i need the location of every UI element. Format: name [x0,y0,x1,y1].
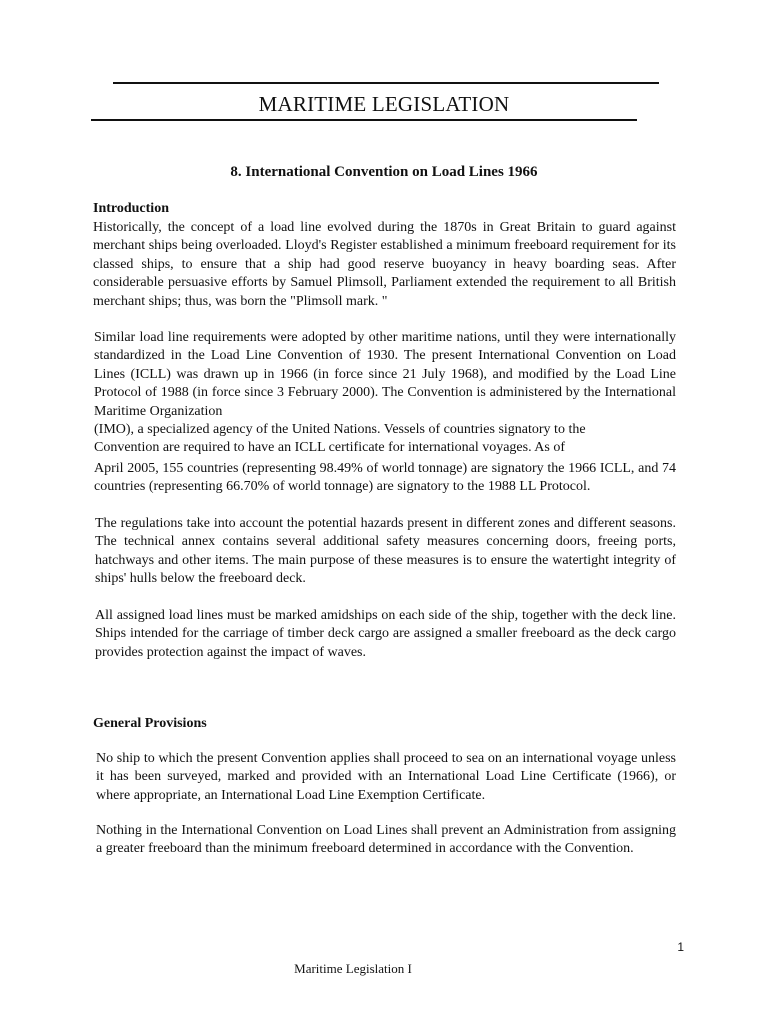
page-number: 1 [677,940,684,954]
general-provisions-heading: General Provisions [93,716,207,731]
header-rule-top [113,82,659,84]
provisions-paragraph-2: Nothing in the International Convention on Load Lines shall prevent an Administration from assigning a greater freeboard than the minimum freeboard determined in accordance with the Convention. [96,823,676,857]
intro-paragraph-1: Historically, the concept of a load line evolved during the 1870s in Great Britain to guard against merchant ships being overloaded. Lloyd's Register established a minimum freeboard requirement for its classed ships, to ensure that a ship had good reserve buoyancy in heavy boarding seas. After considerable persuasive efforts by Samuel Plimsoll, Parliament extended the requirement to all British merchant ships; thus, was born the "Plimsoll mark. " [93,220,676,309]
intro-paragraph-3: (IMO), a specialized agency of the United Nations. Vessels of countries signatory to the Convention are required to have an ICLL certificate for international voyages. As of [94,422,586,456]
section-title: 8. International Convention on Load Lines 1966 [230,164,538,180]
intro-paragraph-5: The regulations take into account the potential hazards present in different zones and different seasons. The technical annex contains several additional safety measures concerning doors, freeing ports, hatchways and other items. The main purpose of these measures is to ensure the watertight integrity of ships' hulls below the freeboard deck. [95,516,676,587]
page-footer: Maritime Legislation I [294,961,412,976]
header-rule-bottom [91,119,637,121]
intro-paragraph-2: Similar load line requirements were adopted by other maritime nations, until they were internationally standardized in the Load Line Convention of 1930. The present International Convention on Load Lines (ICLL) was drawn up in 1966 (in force since 21 July 1968), and modified by the Load Line Protocol of 1988 (in force since 3 February 2000). The Convention is administered by the International Maritime Organization [94,330,676,419]
introduction-heading: Introduction [93,201,169,216]
provisions-paragraph-1: No ship to which the present Convention applies shall proceed to sea on an international voyage unless it has been surveyed, marked and provided with an International Load Line Certificate (1966), or where appropriate, an International Load Line Exemption Certificate. [96,751,676,803]
intro-paragraph-6: All assigned load lines must be marked amidships on each side of the ship, together with the deck line. Ships intended for the carriage of timber deck cargo are assigned a smaller freeboard as the deck cargo provides protection against the impact of waves. [95,608,676,660]
page-header-title: MARITIME LEGISLATION [258,92,510,116]
intro-paragraph-4: April 2005, 155 countries (representing 98.49% of world tonnage) are signatory the 1966 ICLL, and 74 countries (representing 66.70% of world tonnage) are signatory to the 1988 LL Protocol. [94,461,676,495]
